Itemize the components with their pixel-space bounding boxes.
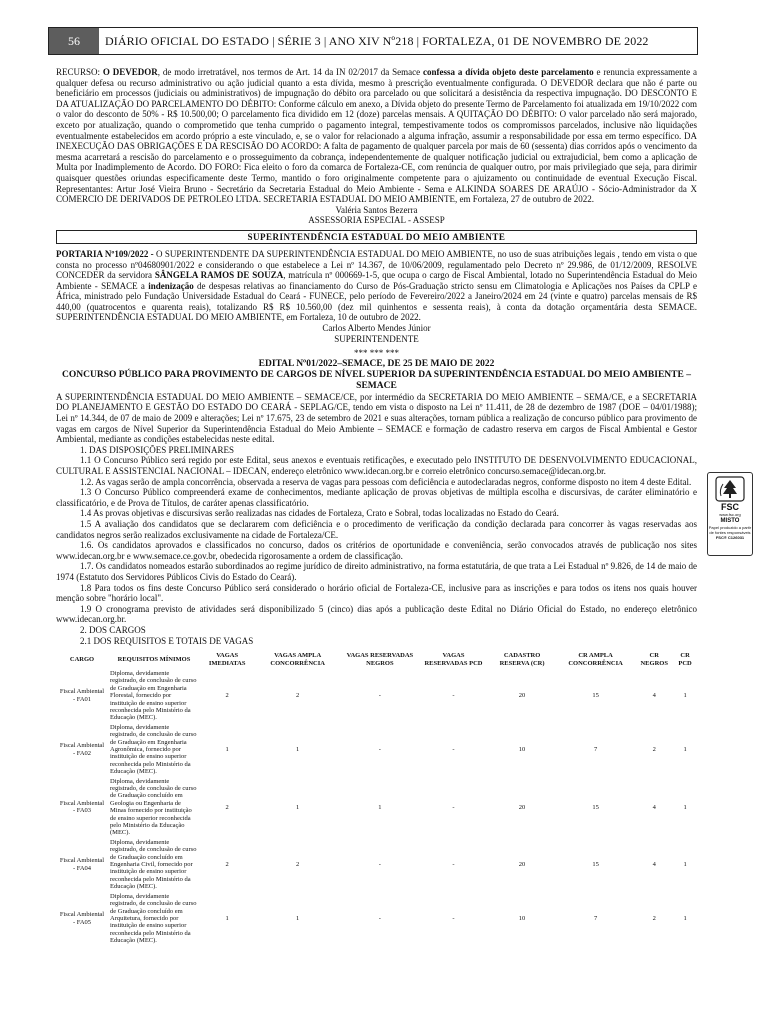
th-cr-pcd: CR PCD: [678, 652, 692, 667]
cell-cr-ampla: 7: [593, 914, 598, 922]
table-row: [56, 723, 697, 777]
cell-vagas-pcd: -: [452, 803, 455, 811]
cell-cargo: Fiscal Ambiental - FA03: [59, 799, 105, 815]
fsc-name: FSC: [721, 502, 739, 512]
cell-cr-negros: 2: [652, 914, 656, 922]
cell-vagas-negros: -: [378, 861, 381, 869]
recurso-signer-role: ASSESSORIA ESPECIAL - ASSESP: [308, 215, 445, 226]
cell-cr-pcd: 1: [683, 692, 687, 700]
cell-cr: 10: [518, 745, 526, 753]
cell-vagas-negros: 1: [378, 803, 382, 811]
page-number: 56: [49, 28, 99, 54]
portaria-signer-name: Carlos Alberto Mendes Júnior: [322, 323, 431, 334]
cell-requisitos: Diploma, devidamente registrado, de conclusão de curso de Graduação em Engenharia Agronômica, fornecido por instituição de ensino superior reconhecida pelo Ministério da Educação (MEC).: [110, 723, 197, 776]
cell-vagas-pcd: -: [452, 692, 455, 700]
cell-cr-ampla: 15: [592, 692, 599, 700]
th-cadastro-reserva: CADASTRO RESERVA (CR): [499, 652, 545, 667]
cell-vagas-ampla: 2: [296, 692, 300, 700]
section-2-title: 2. DOS CARGOS: [80, 624, 146, 635]
cell-vagas-imediatas: 1: [225, 745, 229, 753]
th-cr-negros: CR NEGROS: [640, 652, 668, 667]
cell-cr-negros: 2: [652, 745, 656, 753]
cell-cr-ampla: 7: [593, 745, 598, 753]
cell-cr-ampla: 15: [592, 861, 599, 869]
th-cargo: CARGO: [69, 655, 95, 663]
cell-vagas-negros: -: [378, 692, 381, 700]
cell-cr-pcd: 1: [683, 861, 687, 869]
item-1-8: 1.8 Para todos os fins deste Concurso Público será considerado o horário oficial de Fortaleza-CE, inclusive para as inscrições e para todos os itens nos quais houver menção sobre "horário local".: [56, 582, 697, 604]
cell-vagas-ampla: 1: [296, 803, 300, 811]
cell-vagas-pcd: -: [452, 861, 455, 869]
item-1-5: 1.5 A avaliação dos candidatos que se declararem com deficiência e o procedimento de verificação da condição declarada para concorrer às vagas reservadas aos candidatos negros serão realizados exclusivamente na cidade de Fortaleza/CE.: [56, 518, 697, 540]
cell-vagas-ampla: 1: [296, 914, 300, 922]
cell-cr: 20: [518, 692, 526, 700]
cell-vagas-negros: -: [378, 745, 381, 753]
cell-cargo: Fiscal Ambiental - FA05: [59, 911, 105, 926]
item-1-9: 1.9 O cronograma previsto de atividades será disponibilizado 5 (cinco) dias após a publicação deste Edital no Diário Oficial do Estado, no endereço eletrônico www.idecan.org.br.: [56, 603, 697, 625]
fsc-description: Papel produzido a partir de fontes responsáveis: [708, 525, 752, 535]
cell-vagas-imediatas: 2: [225, 803, 229, 811]
th-cr-ampla: CR AMPLA CONCORRÊNCIA: [568, 652, 623, 667]
recurso-signer-name: Valéria Santos Bezerra: [335, 204, 418, 215]
table-row: [56, 838, 697, 892]
fsc-site: www.fsc.org: [719, 512, 741, 517]
page-content: [56, 67, 697, 946]
cell-cr-pcd: 1: [683, 803, 687, 811]
cell-vagas-negros: -: [378, 914, 381, 922]
cell-cr-negros: 4: [652, 861, 656, 869]
cell-requisitos: Diploma, devidamente registrado, de conclusão de curso de Graduação em Engenharia Florestal, fornecido por instituição de ensino superior reconhecida pelo Ministério da Educação (MEC).: [110, 669, 197, 722]
th-vagas-ampla: VAGAS AMPLA CONCORRÊNCIA: [270, 652, 325, 667]
cell-cargo: Fiscal Ambiental - FA01: [59, 688, 105, 703]
section-2-1-title: 2.1 DOS REQUISITOS E TOTAIS DE VAGAS: [80, 635, 254, 646]
separator: *** *** ***: [354, 348, 399, 359]
item-1-3: 1.3 O Concurso Público compreenderá exame de conhecimentos, mediante aplicação de provas objetivas de múltipla escolha e discursivas, de caráter eliminatório e classificatório, e de Prova de Títulos, de caráter apenas classificatório.: [56, 487, 697, 508]
cell-vagas-imediatas: 2: [225, 692, 229, 700]
cell-vagas-ampla: 1: [296, 745, 300, 753]
cell-cargo: Fiscal Ambiental - FA02: [59, 742, 105, 757]
page-header: [48, 27, 698, 55]
cell-cr: 20: [518, 803, 526, 811]
th-vagas-imediatas: VAGAS IMEDIATAS: [208, 652, 246, 667]
fsc-tree-icon: [715, 476, 745, 502]
section-title-bar: SUPERINTENDÊNCIA ESTADUAL DO MEIO AMBIENTE: [56, 230, 697, 244]
edital-intro: A SUPERINTENDÊNCIA ESTADUAL DO MEIO AMBIENTE – SEMACE/CE, por intermédio da SECRETARIA DO MEIO AMBIENTE – SEMA/CE, e a SECRETARIA DO PLANEJAMENTO E GESTÃO DO ESTADO DO CEARÁ - SEPLAG/CE, tendo em vista o disposto na Lei nº 11.411, de 28 de dezembro de 1987 (DOE – 04/01/1988); Lei nº 14.344, de 07 de maio de 2009 e alterações; Lei nº 17.675, 23 de setembro de 2021 e suas alterações, tornam pública a realização de concurso público para provimento de vagas em cargos de Nível Superior da Superintendência Estadual do Meio Ambiente – SEMACE e formação de cadastro reserva em cargos de Fiscal Ambiental e Gestor Ambiental, mediante as condições estabelecidas neste edital.: [56, 391, 697, 445]
cell-cr: 10: [518, 914, 526, 922]
cell-cr: 20: [518, 861, 526, 869]
th-vagas-negros: VAGAS RESERVADAS NEGROS: [346, 652, 414, 667]
cell-vagas-ampla: 2: [296, 861, 300, 869]
th-requisitos: REQUISITOS MÍNIMOS: [117, 655, 191, 663]
edital-title: EDITAL Nº01/2022–SEMACE, DE 25 DE MAIO DE 2022: [258, 358, 495, 369]
cell-requisitos: Diploma, devidamente registrado, de conclusão de curso de Graduação concluído em Geologia ou Engenharia de Minas fornecido por instituição de ensino superior reconhecida pelo Ministério da Educação (MEC).: [110, 777, 197, 837]
cell-vagas-imediatas: 2: [225, 861, 229, 869]
recurso-paragraph: RECURSO: O DEVEDOR, de modo irretratável, nos termos de Art. 14 da IN 02/2017 da Semace confessa a dívida objeto deste parcelamento e renuncia expressamente a qualquer defesa ou recurso administrativo ou ação judicial quanto a esta dívida, mesmo à prescrição eventualmente configurada. O DEVEDOR declara que não é parte ou beneficiário em processos (judiciais ou administrativos) de impugnação do débito ora parcelado ou que solicitará a desistência da respectiva impugnação. DO DESCONTO E DA ATUALIZAÇÃO DO PARCELAMENTO DO DÉBITO: Conforme cálculo em anexo, a Dívida objeto do presente Termo de Parcelamento foi atualizada em 19/10/2022 com o valor do desconto de 50% - R$ 10.500,00; O parcelamento fica dividido em 12 (doze) parcelas mensais. A QUITAÇÃO DO DÉBITO: O valor parcelado não será majorado, exceto por atualização, quando o comprometido que tenha cumprido o pagamento integral, tempestivamente todos os compromissos parcelados, inclusive não liquidações eventualmente estabelecidos em acordo próprio a este vinculado, e, se o valor for relacionado a alguma infração, assumir a responsabilidade por essa em termo específico. DA INEXECUÇÃO DAS OBRIGAÇÕES E DA RESCISÃO DO ACORDO: A falta de pagamento de qualquer parcela por mais de 60 (sessenta) dias corridos após o vencimento da mesma acarretará a rescisão do parcelamento e o prosseguimento da cobrança, independentemente de qualquer notificação judicial ou extrajudicial, bem como a aplicação de Multa por Inadimplemento de Acordo. DO FORO: Fica eleito o foro da comarca de Fortaleza-CE, com renúncia de qualquer outro, por mais privilegiado que seja, para dirimir quaisquer questões oriundas especificamente deste Termo, mantido o foro originalmente competente para o ajuizamento ou continuidade de eventual Execução Fiscal. Representantes: Artur José Vieira Bruno - Secretário da Secretaria Estadual do Meio Ambiente - Sema e ALKINDA SOARES DE ARAÚJO - Sócio-Administrador da X COMERCIO DE DERIVADOS DE PETROLEO LTDA. SECRETARIA ESTADUAL DO MEIO AMBIENTE, em Fortaleza, 27 de outubro de 2022.: [56, 67, 697, 205]
header-title: DIÁRIO OFICIAL DO ESTADO | SÉRIE 3 | ANO XIV Nº218 | FORTALEZA, 01 DE NOVEMBRO DE 2022: [105, 33, 649, 48]
fsc-certification-logo: [707, 472, 753, 556]
th-vagas-pcd: VAGAS RESERVADAS PCD: [424, 652, 483, 667]
table-header-row: [56, 650, 697, 669]
cell-vagas-pcd: -: [452, 745, 455, 753]
vagas-table: [56, 650, 697, 945]
portaria-paragraph: PORTARIA Nº109/2022 - O SUPERINTENDENTE DA SUPERINTENDÊNCIA ESTADUAL DO MEIO AMBIENTE, no uso de suas atribuições legais , tendo em vista o que consta no processo nº04680901/2022 e considerando o que estabelece a Lei nº 14.367, de 10/06/2009, regulamentado pelo Decreto nº 29.986, de 01/12/2009, RESOLVE CONCEDER da servidora SÂNGELA RAMOS DE SOUZA, matrícula nº 000669-1-5, que ocupa o cargo de Fiscal Ambiental, lotado no Superintendência Estadual do Meio Ambiente - SEMACE a indenização de despesas relativas ao financiamento do Curso de Pós-Graduação stricto sensu em Climatologia e Aplicações nos Países da CPLP e África, ministrado pelo Fundação Universidade Estadual do Ceará - FUNECE, pelo período de Fevereiro/2022 a Janeiro/2024 em 24 (vinte e quatro) parcelas mensais de R$ 440,00 (quatrocentos e quarenta reais), totalizando R$ R$ 10.560,00 (dez mil quinhentos e sessenta reais), à conta da dotação orçamentária desta SEMACE. SUPERINTENDÊNCIA ESTADUAL DO MEIO AMBIENTE, em Fortaleza, 10 de outubro de 2022.: [56, 248, 698, 323]
portaria-signer-role: SUPERINTENDENTE: [334, 333, 419, 344]
cell-cr-negros: 4: [652, 803, 656, 811]
item-1-1: 1.1 O Concurso Público será regido por este Edital, seus anexos e eventuais retificações, e executado pelo INSTITUTO DE DESENVOLVIMENTO EDUCACIONAL, CULTURAL E ASSISTENCIAL NACIONAL – IDECAN, endereço eletrônico www.idecan.org.br e correio eletrônico concurso.semace@idecan.org.br.: [56, 455, 697, 476]
cell-cr-pcd: 1: [683, 914, 687, 922]
cell-vagas-pcd: -: [452, 914, 455, 922]
section-1-title: 1. DAS DISPOSIÇÕES PRELIMINARES: [80, 444, 235, 455]
table-row: [56, 669, 697, 723]
item-1-2: 1.2. As vagas serão de ampla concorrência, observada a reserva de vagas para pessoas com deficiência e autodeclaradas negros, conforme disposto no item 4 deste Edital.: [80, 476, 692, 487]
fsc-label: MISTO: [720, 518, 740, 524]
item-1-4: 1.4 As provas objetivas e discursivas serão realizadas nas cidades de Fortaleza, Crato e Sobral, todas localizadas no Estado do Ceará.: [80, 508, 559, 519]
cell-cr-ampla: 15: [592, 803, 599, 811]
cell-requisitos: Diploma, devidamente registrado, de conclusão de curso de Graduação concluído em Arquitetura, fornecido por instituição de ensino superior reconhecida pelo Ministério da Educação (MEC).: [110, 892, 197, 945]
fsc-code: FSC® C126031: [715, 535, 745, 540]
cell-cr-pcd: 1: [683, 745, 687, 753]
table-row: [56, 892, 697, 946]
item-1-7: 1.7. Os candidatos nomeados estarão subordinados ao regime jurídico de direito administrativo, na forma estatutária, de que trata a Lei Estadual nº 9.826, de 14 de maio de 1974 (Estatuto dos Servidores Públicos Civis do Estado do Ceará).: [56, 561, 697, 582]
edital-subtitle: CONCURSO PÚBLICO PARA PROVIMENTO DE CARGOS DE NÍVEL SUPERIOR DA SUPERINTENDÊNCIA ESTADUAL DO MEIO AMBIENTE – SEMACE: [62, 369, 691, 391]
cell-requisitos: Diploma, devidamente registrado, de conclusão de curso de Graduação concluído em Engenharia Civil, fornecido por instituição de ensino superior reconhecida pelo Ministério da Educação (MEC).: [110, 838, 197, 891]
cell-cr-negros: 4: [652, 692, 656, 700]
table-row: [56, 777, 697, 838]
cell-cargo: Fiscal Ambiental - FA04: [59, 857, 105, 872]
cell-vagas-imediatas: 1: [225, 914, 229, 922]
item-1-6: 1.6. Os candidatos aprovados e classificados no concurso, dados os critérios de oportunidade e conveniência, serão convocados através de publicação nos sites www.idecan.org.br e www.semace.ce.gov.br, obedecida rigorosamente a ordem de classificação.: [56, 540, 697, 561]
